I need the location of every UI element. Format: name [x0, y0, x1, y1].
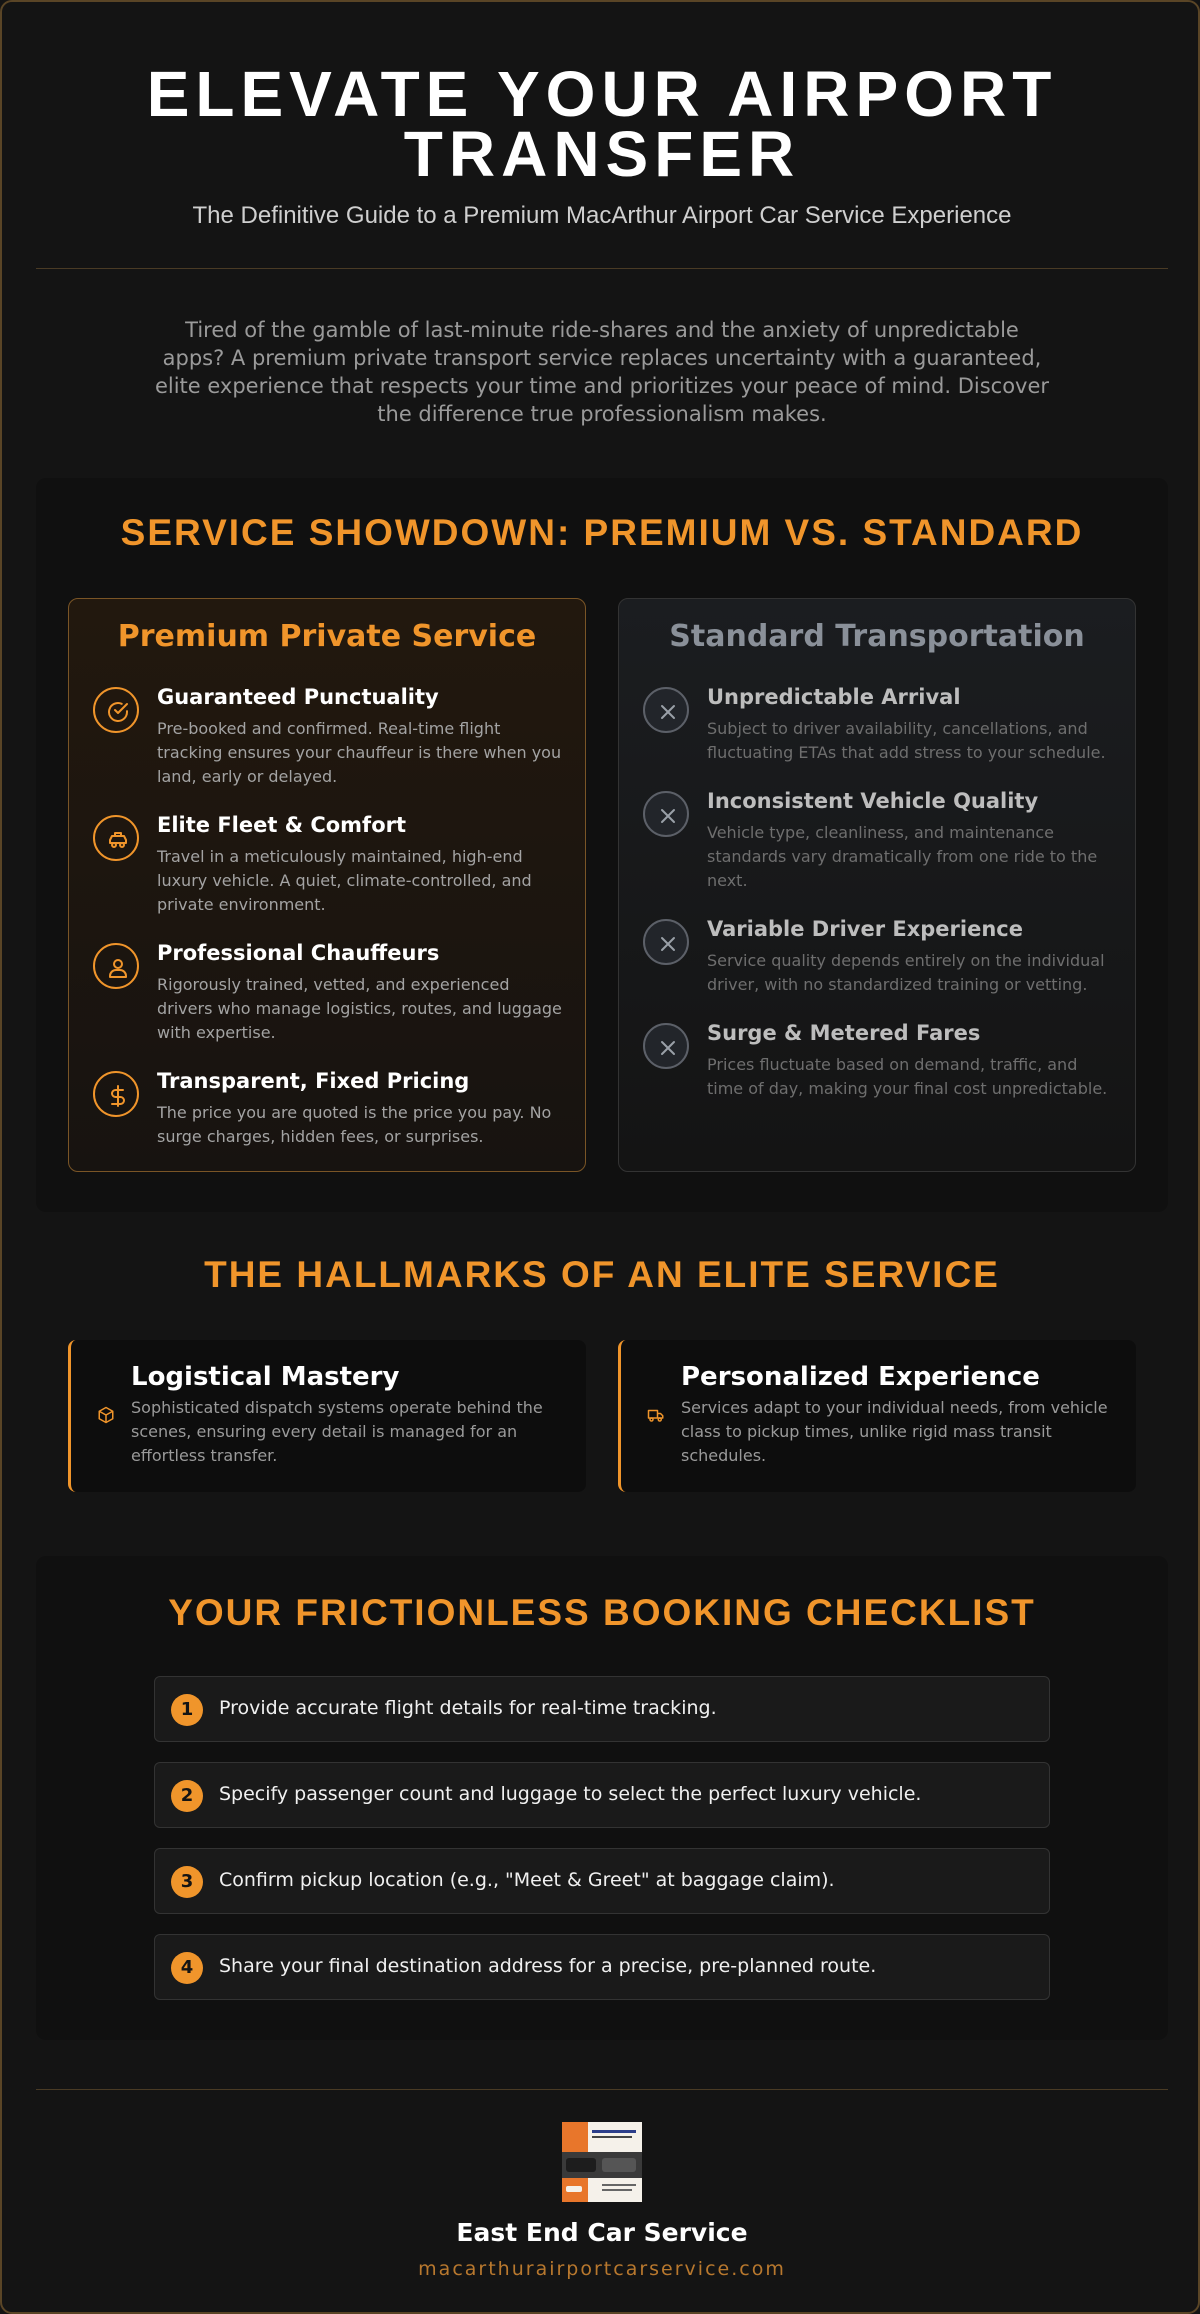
step-text: Confirm pickup location (e.g., "Meet & Greet" at baggage claim).: [219, 1869, 835, 1891]
checklist-step: [154, 1762, 1050, 1828]
step-number: 3: [171, 1866, 203, 1898]
page-title: [2, 58, 1200, 190]
feature-description: Prices fluctuate based on demand, traffic, and time of day, making your final cost unpredictable.: [707, 1055, 1108, 1098]
premium-card: [68, 598, 586, 1172]
premium-feature: [93, 939, 563, 1042]
feature-description: The price you are quoted is the price you pay. No surge charges, hidden fees, or surprises.: [157, 1103, 552, 1146]
feature-description: Service quality depends entirely on the individual driver, with no standardized training or vetting.: [707, 951, 1105, 994]
title-text: ELEVATE YOUR AIRPORT TRANSFER: [146, 58, 1058, 190]
hallmark-card: [68, 1340, 586, 1492]
website-link[interactable]: macarthurairportcarservice.com: [418, 2258, 786, 2280]
x-icon: [643, 919, 689, 965]
feature-title: Professional Chauffeurs: [157, 941, 440, 965]
feature-description: Subject to driver availability, cancellations, and fluctuating ETAs that add stress to your schedule.: [707, 719, 1106, 762]
feature-description: Travel in a meticulously maintained, high-end luxury vehicle. A quiet, climate-controlled, and private environment.: [157, 847, 532, 914]
feature-title: Surge & Metered Fares: [707, 1021, 981, 1045]
header-divider: [36, 268, 1168, 269]
hallmark-description: Sophisticated dispatch systems operate behind the scenes, ensuring every detail is managed for an effortless transfer.: [131, 1398, 543, 1465]
company-logo: [562, 2122, 642, 2202]
check-circle-icon: [93, 687, 139, 733]
checklist-step: [154, 1934, 1050, 2000]
premium-feature: [93, 683, 563, 786]
premium-heading: Premium Private Service: [117, 619, 537, 654]
step-text: Share your final destination address for a precise, pre-planned route.: [219, 1955, 877, 1977]
dollar-icon: [93, 1071, 139, 1117]
standard-feature: [643, 683, 1113, 783]
footer-divider: [36, 2089, 1168, 2090]
standard-heading: Standard Transportation: [669, 619, 1085, 654]
checklist-step: [154, 1676, 1050, 1742]
hallmark-description: Services adapt to your individual needs, from vehicle class to pickup times, unlike rigid mass transit schedules.: [681, 1398, 1108, 1465]
feature-title: Elite Fleet & Comfort: [157, 813, 407, 837]
standard-feature: [643, 1019, 1113, 1119]
feature-description: Pre-booked and confirmed. Real-time flight tracking ensures your chauffeur is there when you land, early or delayed.: [157, 719, 562, 786]
step-number: 4: [171, 1952, 203, 1984]
hallmark-title: Logistical Mastery: [131, 1362, 400, 1392]
x-icon: [643, 1023, 689, 1069]
checklist-title: YOUR FRICTIONLESS BOOKING CHECKLIST: [168, 1592, 1036, 1633]
premium-feature: [93, 1067, 563, 1167]
showdown-title: SERVICE SHOWDOWN: PREMIUM VS. STANDARD: [120, 512, 1084, 553]
hallmark-title: Personalized Experience: [681, 1362, 1040, 1392]
feature-title: Variable Driver Experience: [707, 917, 1023, 941]
feature-description: Vehicle type, cleanliness, and maintenance standards vary dramatically from one ride to the next.: [707, 823, 1098, 890]
standard-feature: [643, 915, 1113, 1015]
feature-description: Rigorously trained, vetted, and experienced drivers who manage logistics, routes, and luggage with expertise.: [157, 975, 562, 1042]
x-icon: [643, 791, 689, 837]
x-icon: [643, 687, 689, 733]
feature-title: Inconsistent Vehicle Quality: [707, 789, 1039, 813]
step-number: 2: [171, 1780, 203, 1812]
person-icon: [93, 943, 139, 989]
hallmarks-title: THE HALLMARKS OF AN ELITE SERVICE: [204, 1254, 1000, 1295]
car-icon: [93, 815, 139, 861]
page-subtitle: The Definitive Guide to a Premium MacArthur Airport Car Service Experience: [192, 202, 1012, 229]
step-text: Specify passenger count and luggage to select the perfect luxury vehicle.: [219, 1783, 922, 1805]
premium-feature: [93, 811, 563, 914]
step-text: Provide accurate flight details for real-time tracking.: [219, 1697, 717, 1719]
feature-title: Unpredictable Arrival: [707, 685, 961, 709]
standard-feature: [643, 787, 1113, 890]
standard-card: [618, 598, 1136, 1172]
truck-icon: [647, 1406, 665, 1428]
feature-title: Guaranteed Punctuality: [157, 685, 439, 709]
checklist-step: [154, 1848, 1050, 1914]
cube-icon: [97, 1406, 115, 1428]
hallmark-card: [618, 1340, 1136, 1492]
intro-paragraph: Tired of the gamble of last-minute ride-shares and the anxiety of unpredictable apps? A premium private transport service replaces uncertainty with a guaranteed, elite experience that respects your time and prioritizes your peace of mind. Discover the difference true professionalism makes.: [154, 318, 1050, 426]
brand-name: East End Car Service: [456, 2218, 748, 2247]
feature-title: Transparent, Fixed Pricing: [157, 1069, 470, 1093]
step-number: 1: [171, 1694, 203, 1726]
